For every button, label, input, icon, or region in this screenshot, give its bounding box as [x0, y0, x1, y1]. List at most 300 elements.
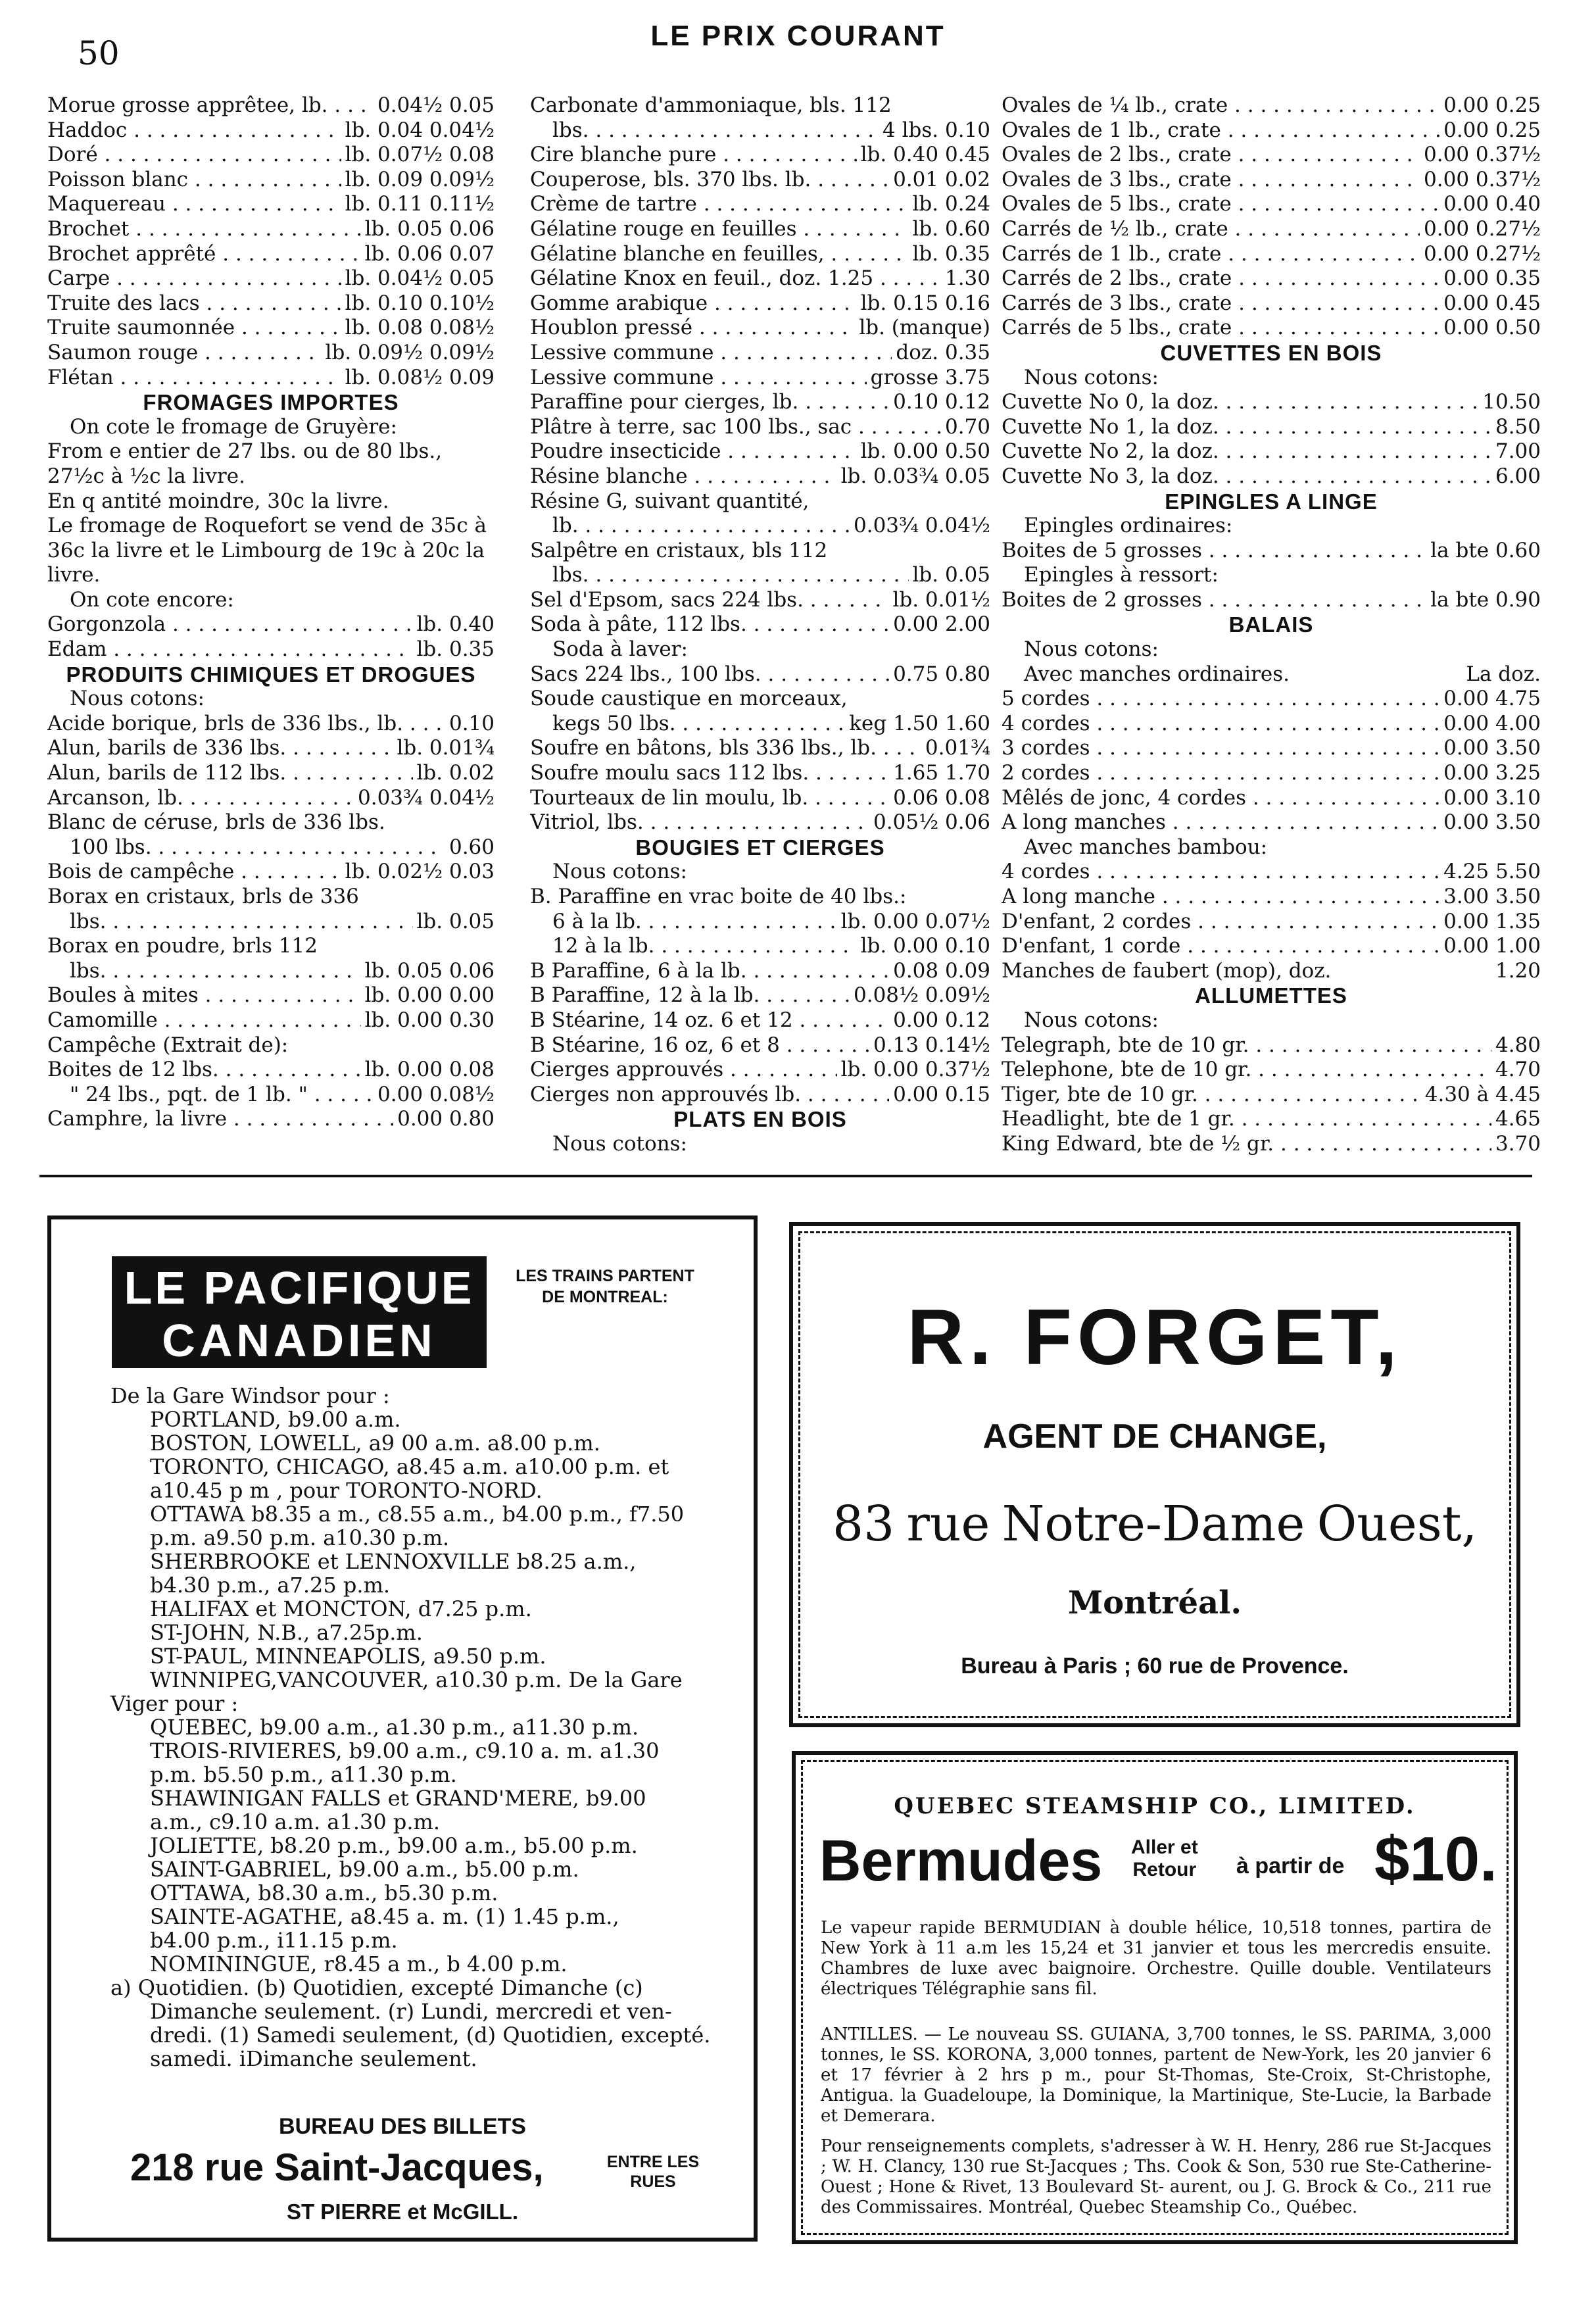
- price-item-label: Telegraph, bte de 10 gr. . . .: [1002, 1033, 1491, 1058]
- section-note: Epingles ordinaires:: [1024, 514, 1233, 538]
- price-item-value: lb. 0.00 0.08: [364, 1058, 495, 1082]
- price-item-value: lb. 0.05 0.06: [364, 958, 495, 983]
- timetable-line: WINNIPEG,VANCOUVER, a10.30 p.m. De la Gare: [150, 1667, 683, 1692]
- price-item-label: Soufre moulu sacs 112 lbs. . . .: [530, 761, 889, 786]
- price-item-value: la bte 0.60: [1430, 538, 1541, 562]
- price-item-label: Cire blanche pure . . .: [530, 143, 857, 168]
- price-item-label: Brochet . . .: [47, 217, 361, 242]
- price-item-label: Carrés de 2 lbs., crate . . .: [1002, 266, 1439, 291]
- price-row: [530, 637, 990, 662]
- section-divider: [39, 1175, 1532, 1177]
- price-row: [47, 217, 495, 242]
- price-item-value: doz. 0.35: [896, 340, 990, 364]
- price-item-label: Paraffine pour cierges, lb. . . .: [530, 390, 889, 415]
- price-item-label: Cierges non approuvés lb. . . .: [530, 1083, 889, 1108]
- price-row: [1002, 439, 1541, 464]
- price-item-value: 0.06 0.08: [893, 785, 990, 810]
- section-heading: BOUGIES ET CIERGES: [635, 835, 885, 860]
- price-item-value: lb. 0.10 0.10½: [345, 291, 495, 315]
- price-item-value: 1.65 1.70: [893, 761, 990, 785]
- timetable-line: JOLIETTE, b8.20 p.m., b9.00 a.m., b5.00 p.m.: [150, 1833, 638, 1858]
- qs-paragraph-antilles: ANTILLES. — Le nouveau SS. GUIANA, 3,700 tonnes, le SS. PARIMA, 3,000 tonnes, le SS. KORONA, 3,000 tonnes, partent de New-York, les 20 janvier 6 et 17 février à 2 hrs p m., pour St-Thomas, Ste-Croix, St-Christophe, Antigua. la Guadeloupe, la Dominique, la Martinique, Ste-Lucie, la Barbade et Demerara.: [821, 2025, 1491, 2126]
- price-item-label: Couperose, bls. 370 lbs. lb. . . .: [530, 168, 889, 193]
- price-row: [530, 910, 990, 935]
- price-item-value: 4 lbs. 0.10: [883, 118, 990, 142]
- price-row: [47, 341, 495, 366]
- forget-addr-rue: rue: [906, 1496, 990, 1552]
- price-item-label: Carbonate d'ammoniaque, bls. 112: [530, 93, 892, 117]
- price-row: [530, 761, 990, 786]
- price-item-label: Salpêtre en cristaux, bls 112: [530, 538, 828, 562]
- price-item-label: Campêche (Extrait de):: [47, 1033, 289, 1057]
- price-item-value: 0.00 0.37½: [1424, 143, 1541, 167]
- price-item-label: Sel d'Epsom, sacs 224 lbs. . . .: [530, 588, 888, 613]
- price-item-label: Boules à mites . . .: [47, 983, 361, 1008]
- price-item-value: 0.00 0.35: [1443, 266, 1541, 291]
- price-row: [530, 934, 990, 959]
- section-note: Avec manches bambou:: [1024, 835, 1268, 859]
- section-heading: BALAIS: [1228, 612, 1314, 637]
- price-row: [47, 860, 495, 885]
- timetable-line: dredi. (1) Samedi seulement, (d) Quotidien, excepté.: [150, 2023, 711, 2048]
- price-item-value: lb. 0.07½ 0.08: [345, 143, 495, 167]
- price-item-label: Cuvette No 3, la doz. . . .: [1002, 464, 1491, 489]
- price-item-label: 2 cordes . . .: [1002, 761, 1439, 786]
- price-item-label: Camphre, la livre . . .: [47, 1107, 393, 1132]
- price-item-label: Lessive commune . . .: [530, 366, 867, 391]
- price-item-value: 0.00 0.25: [1443, 118, 1541, 142]
- price-row: [530, 439, 990, 464]
- price-item-value: lb. 0.15 0.16: [860, 291, 990, 315]
- section-note: Nous cotons:: [1024, 365, 1159, 389]
- price-row: [530, 316, 990, 341]
- price-item-value: 0.00 1.35: [1443, 909, 1541, 933]
- price-item-label: Avec manches ordinaires.: [1024, 662, 1290, 686]
- price-item-label: D'enfant, 1 corde . . .: [1002, 934, 1439, 959]
- price-item-value: lb. 0.09 0.09½: [345, 167, 495, 191]
- price-item-value: 0.00 0.08½: [377, 1082, 495, 1106]
- price-item-value: 0.00 0.50: [1443, 316, 1541, 340]
- timetable-line: a.m., c9.10 a.m. a1.30 p.m.: [150, 1809, 441, 1834]
- price-column-3: [1002, 93, 1541, 1157]
- section-note: On cote encore:: [70, 587, 234, 612]
- price-row: [1002, 217, 1541, 242]
- price-row: [530, 217, 990, 242]
- price-item-label: lb. . . .: [530, 514, 850, 539]
- price-row: [1002, 192, 1541, 217]
- price-row: [47, 736, 495, 761]
- price-item-value: lb. 0.05: [912, 563, 990, 587]
- price-item-label: B Stéarine, 14 oz. 6 et 12 . . .: [530, 1008, 889, 1033]
- price-item-value: 0.00 2.00: [893, 612, 990, 637]
- price-row: [1002, 588, 1541, 613]
- cp-logo-line1: LE PACIFIQUE: [124, 1262, 475, 1314]
- price-row: [1002, 934, 1541, 959]
- price-item-label: lbs. . . .: [530, 118, 879, 143]
- price-row: [530, 885, 990, 910]
- price-item-value: 0.01¾: [925, 736, 990, 760]
- price-row: [530, 143, 990, 168]
- price-row: [47, 835, 495, 860]
- price-item-value: 6.00: [1495, 464, 1541, 488]
- price-row: [530, 168, 990, 193]
- price-item-label: D'enfant, 2 cordes . . .: [1002, 910, 1439, 935]
- price-row: [47, 786, 495, 811]
- price-item-value: 0.10 0.12: [893, 390, 990, 414]
- price-row: [47, 637, 495, 662]
- running-head: LE PRIX COURANT: [650, 20, 946, 52]
- price-row: [47, 959, 495, 984]
- price-item-label: A long manche . . .: [1002, 885, 1439, 910]
- price-row: [47, 761, 495, 786]
- price-item-label: Cuvette No 1, la doz. . . .: [1002, 415, 1491, 440]
- price-item-label: lbs. . . .: [47, 959, 361, 984]
- price-row: [530, 1033, 990, 1058]
- price-item-value: 4.80: [1495, 1033, 1541, 1057]
- price-row: [530, 1058, 990, 1083]
- price-row: [530, 983, 990, 1008]
- timetable-line: OTTAWA b8.35 a m., c8.55 a.m., b4.00 p.m., f7.50: [150, 1502, 685, 1527]
- cp-logo: [112, 1256, 487, 1368]
- forget-address: [833, 1496, 1477, 1552]
- price-item-value: 0.75 0.80: [893, 662, 990, 686]
- price-row: [1002, 390, 1541, 415]
- price-item-label: B Paraffine, 12 à la lb. . . .: [530, 983, 850, 1008]
- price-row: [530, 539, 990, 564]
- price-item-label: Tiger, bte de 10 gr. . . .: [1002, 1083, 1421, 1108]
- cp-entre-label: ENTRE LES RUES: [606, 2153, 700, 2191]
- price-item-value: lb. 0.35: [912, 241, 990, 266]
- page-number: 50: [78, 34, 120, 72]
- price-item-value: 0.60: [448, 835, 495, 859]
- price-row: [47, 983, 495, 1008]
- price-item-label: Soufre en bâtons, bls 336 lbs., lb. . . .: [530, 736, 921, 761]
- price-item-value: 7.00: [1495, 439, 1541, 464]
- price-row: [47, 366, 495, 391]
- price-row: [1002, 266, 1541, 291]
- price-row: [47, 192, 495, 217]
- price-item-label: Plâtre à terre, sac 100 lbs., sac . . .: [530, 415, 941, 440]
- price-item-value: keg 1.50 1.60: [849, 711, 990, 735]
- price-item-label: King Edward, bte de ½ gr. . . .: [1002, 1132, 1491, 1157]
- price-item-value: 0.00 0.40: [1443, 192, 1541, 216]
- price-item-label: Soda à laver:: [552, 637, 688, 662]
- price-item-label: A long manches . . .: [1002, 810, 1439, 835]
- price-item-label: Sacs 224 lbs., 100 lbs. . . .: [530, 662, 889, 687]
- price-item-value: 0.03¾ 0.04½: [854, 514, 990, 538]
- price-item-label: Gomme arabique . . .: [530, 291, 857, 316]
- price-item-label: Saumon rouge . . .: [47, 341, 322, 366]
- price-item-value: lb. 0.40 0.45: [860, 143, 990, 167]
- price-item-label: Alun, barils de 336 lbs. . . .: [47, 736, 393, 761]
- price-row: [530, 341, 990, 366]
- price-row: [1002, 885, 1541, 910]
- price-item-value: 0.00 0.15: [893, 1082, 990, 1106]
- price-row: [1002, 959, 1541, 984]
- section-note: Epingles à ressort:: [1024, 563, 1219, 587]
- price-item-value: 1.20: [1495, 958, 1541, 983]
- timetable-line: SHERBROOKE et LENNOXVILLE b8.25 a.m.,: [150, 1549, 637, 1574]
- price-item-value: 0.05½ 0.06: [873, 810, 990, 835]
- price-item-label: Gélatine rouge en feuilles . . .: [530, 217, 909, 242]
- price-item-label: Carrés de 3 lbs., crate . . .: [1002, 291, 1439, 316]
- forget-addr-number: 83: [833, 1496, 895, 1552]
- price-row: [1002, 860, 1541, 885]
- price-row: [530, 712, 990, 737]
- price-item-value: lb. 0.02: [416, 761, 495, 785]
- price-item-label: Poudre insecticide . . .: [530, 439, 857, 464]
- price-item-label: Acide borique, brls de 336 lbs., lb. . . .: [47, 712, 445, 737]
- price-item-label: Soda à pâte, 112 lbs. . . .: [530, 612, 889, 637]
- price-item-value: 0.00 4.75: [1443, 687, 1541, 711]
- ad-pacifique-canadien: [47, 1215, 758, 2242]
- cp-address: 218 rue Saint-Jacques,: [130, 2146, 544, 2189]
- price-column-2: [530, 93, 990, 1157]
- price-item-label: Résine blanche . . .: [530, 464, 837, 489]
- qs-aller: Aller et: [1131, 1836, 1198, 1858]
- price-item-label: 5 cordes . . .: [1002, 687, 1439, 712]
- price-item-value: 0.00 0.80: [397, 1107, 495, 1131]
- price-row: [530, 612, 990, 637]
- timetable-line: samedi. iDimanche seulement.: [150, 2046, 477, 2071]
- price-item-value: lb. 0.00 0.37½: [840, 1058, 990, 1082]
- timetable-line: TORONTO, CHICAGO, a8.45 a.m. a10.00 p.m. et: [150, 1454, 669, 1479]
- price-item-value: 3.00 3.50: [1443, 885, 1541, 908]
- price-item-value: 0.00 3.10: [1443, 785, 1541, 810]
- paragraph: En q antité moindre, 30c la livre.: [47, 489, 389, 513]
- price-item-label: " 24 lbs., pqt. de 1 lb. " . . .: [47, 1083, 374, 1108]
- paragraph: Le fromage de Roquefort se vend de 35c à 36c la livre et le Limbourg de 19c à 20c la livre.: [47, 514, 487, 587]
- price-item-value: 0.00 3.50: [1443, 736, 1541, 760]
- section-heading: CUVETTES EN BOIS: [1160, 340, 1382, 365]
- price-item-value: lb. 0.40: [416, 612, 495, 637]
- price-item-label: 3 cordes . . .: [1002, 736, 1439, 761]
- price-item-label: Gorgonzola . . .: [47, 612, 413, 637]
- price-row: [47, 1058, 495, 1083]
- price-item-label: Cierges approuvés . . .: [530, 1058, 837, 1083]
- price-item-label: kegs 50 lbs. . . .: [530, 712, 845, 737]
- price-item-value: 1.30: [944, 266, 990, 291]
- price-item-value: 0.13 0.14½: [873, 1033, 990, 1057]
- price-item-label: Blanc de céruse, brls de 336 lbs.: [47, 810, 385, 835]
- price-item-value: lb. 0.08½ 0.09: [345, 365, 495, 389]
- forget-city: Montréal.: [1067, 1584, 1242, 1621]
- price-item-value: 0.08½ 0.09½: [854, 983, 990, 1008]
- price-item-value: lb. 0.05: [416, 909, 495, 933]
- price-item-label: Doré . . .: [47, 143, 341, 168]
- price-row: [1002, 539, 1541, 564]
- price-row: [530, 390, 990, 415]
- price-item-label: Truite saumonnée . . .: [47, 316, 341, 341]
- price-row: [47, 143, 495, 168]
- price-item-label: Gélatine Knox en feuil., doz. 1.25 . . .: [530, 266, 941, 291]
- qs-from: à partir de: [1236, 1854, 1345, 1878]
- price-row: [530, 291, 990, 316]
- price-item-label: Flétan . . .: [47, 366, 341, 391]
- timetable-line: a) Quotidien. (b) Quotidien, excepté Dimanche (c): [110, 1975, 643, 2000]
- price-item-value: la bte 0.90: [1430, 587, 1541, 612]
- price-row: [1002, 810, 1541, 835]
- timetable-line: SHAWINIGAN FALLS et GRAND'MERE, b9.00: [150, 1786, 646, 1811]
- price-row: [47, 1008, 495, 1033]
- price-row: [530, 93, 990, 118]
- price-row: [47, 291, 495, 316]
- price-item-label: Ovales de 1 lb., crate . . .: [1002, 118, 1439, 143]
- price-item-label: Morue grosse apprêtee, lb. . . .: [47, 93, 374, 118]
- timetable-line: BOSTON, LOWELL, a9 00 a.m. a8.00 p.m.: [150, 1431, 600, 1456]
- price-row: [47, 885, 495, 910]
- price-row: [47, 1107, 495, 1132]
- price-item-value: lb. 0.00 0.30: [364, 1008, 495, 1032]
- price-item-label: Borax en cristaux, brls de 336: [47, 885, 359, 908]
- price-row: [530, 687, 990, 712]
- price-row: [47, 316, 495, 341]
- price-item-label: Vitriol, lbs. . . .: [530, 810, 869, 835]
- price-item-label: Carrés de 1 lb., crate . . .: [1002, 242, 1420, 267]
- price-item-label: Boites de 5 grosses . . .: [1002, 539, 1426, 564]
- cp-bureau-label: BUREAU DES BILLETS: [279, 2114, 526, 2139]
- price-row: [530, 118, 990, 143]
- price-item-value: grosse 3.75: [870, 365, 990, 389]
- timetable-line: De la Gare Windsor pour :: [110, 1383, 390, 1408]
- price-item-value: 0.00 0.37½: [1424, 167, 1541, 191]
- price-item-label: Boites de 12 lbs. . . .: [47, 1058, 361, 1083]
- price-item-label: Cuvette No 2, la doz. . . .: [1002, 439, 1491, 464]
- price-row: [530, 1083, 990, 1108]
- section-heading: PLATS EN BOIS: [673, 1107, 847, 1132]
- price-item-value: 0.00 0.12: [893, 1008, 990, 1032]
- price-row: [1002, 316, 1541, 341]
- forget-agent: AGENT DE CHANGE,: [982, 1417, 1327, 1456]
- price-row: [1002, 118, 1541, 143]
- section-heading: ALLUMETTES: [1195, 983, 1347, 1008]
- price-row: [47, 1083, 495, 1108]
- price-row: [1002, 168, 1541, 193]
- price-row: [47, 242, 495, 267]
- price-item-label: B Paraffine, 6 à la lb. . . .: [530, 959, 889, 984]
- price-item-value: lb. 0.00 0.07½: [840, 909, 990, 933]
- price-item-label: lbs. . . .: [47, 910, 413, 935]
- price-row: [530, 366, 990, 391]
- forget-addr-street: Notre-Dame: [1002, 1496, 1305, 1552]
- timetable-line: SAINTE-AGATHE, a8.45 a. m. (1) 1.45 p.m.,: [150, 1904, 619, 1929]
- price-item-label: Houblon pressé . . .: [530, 316, 855, 341]
- price-item-value: 0.00 0.45: [1443, 291, 1541, 315]
- timetable-line: SAINT-GABRIEL, b9.00 a.m., b5.00 p.m.: [150, 1857, 579, 1882]
- timetable-line: b4.30 p.m., a7.25 p.m.: [150, 1573, 391, 1598]
- cp-logo-line2: CANADIEN: [162, 1315, 437, 1366]
- qs-paragraph-bermudian: Le vapeur rapide BERMUDIAN à double hélice, 10,518 tonnes, partira de New York à 11 a.m les 15,24 et 31 janvier et tous les mercredis ensuite. Chambres de luxe avec baignoire. Orchestre. Quille double. Ventilateurs électriques Télégraphie sans fil.: [821, 1918, 1491, 1999]
- price-item-value: 0.04½ 0.05: [377, 93, 495, 117]
- price-item-label: Telephone, bte de 10 gr. . . .: [1002, 1058, 1491, 1083]
- price-item-label: B. Paraffine en vrac boite de 40 lbs.:: [530, 885, 907, 908]
- price-row: [1002, 736, 1541, 761]
- timetable-line: Dimanche seulement. (r) Lundi, mercredi et ven-: [150, 1999, 672, 2024]
- timetable-line: PORTLAND, b9.00 a.m.: [150, 1407, 401, 1432]
- price-item-value: lb. 0.01½: [892, 587, 990, 612]
- section-heading: EPINGLES A LINGE: [1165, 489, 1378, 514]
- timetable-line: ST-PAUL, MINNEAPOLIS, a9.50 p.m.: [150, 1644, 546, 1669]
- price-item-label: Manches de faubert (mop), doz.: [1002, 958, 1332, 983]
- price-row: [47, 168, 495, 193]
- price-row: [1002, 1058, 1541, 1083]
- price-item-value: 0.08 0.09: [893, 958, 990, 983]
- timetable-line: ST-JOHN, N.B., a7.25p.m.: [150, 1620, 423, 1645]
- price-row: [530, 514, 990, 539]
- timetable-line: a10.45 p m , pour TORONTO-NORD.: [150, 1478, 543, 1503]
- price-row: [47, 910, 495, 935]
- section-note: Nous cotons:: [552, 1131, 687, 1156]
- price-item-label: Tourteaux de lin moulu, lb. . . .: [530, 786, 889, 811]
- price-row: [530, 489, 990, 514]
- price-row: [530, 810, 990, 835]
- price-item-label: Camomille . . .: [47, 1008, 361, 1033]
- price-row: [1002, 1132, 1541, 1157]
- price-row: [530, 588, 990, 613]
- price-item-label: Headlight, bte de 1 gr. . . .: [1002, 1107, 1491, 1132]
- section-heading: FROMAGES IMPORTES: [143, 390, 399, 415]
- price-item-label: B Stéarine, 16 oz, 6 et 8 . . .: [530, 1033, 869, 1058]
- price-item-label: Lessive commune . . .: [530, 341, 892, 366]
- qs-company: QUEBEC STEAMSHIP CO., LIMITED.: [894, 1793, 1416, 1819]
- price-item-label: lbs. . . .: [530, 563, 909, 588]
- section-note: Nous cotons:: [552, 860, 687, 884]
- timetable-line: OTTAWA, b8.30 a.m., b5.30 p.m.: [150, 1880, 498, 1905]
- price-item-value: lb. 0.05 0.06: [364, 216, 495, 241]
- price-row: [47, 1033, 495, 1058]
- price-item-label: Carrés de ½ lb., crate . . .: [1002, 217, 1420, 242]
- price-item-label: Soude caustique en morceaux,: [530, 687, 848, 711]
- price-item-value: 0.01 0.02: [893, 167, 990, 191]
- cp-timetable: [110, 1384, 755, 2071]
- section-note: Nous cotons:: [70, 687, 205, 711]
- price-row: [1002, 761, 1541, 786]
- price-row: [47, 612, 495, 637]
- qs-paragraph-info: Pour renseignements complets, s'adresser à W. H. Henry, 286 rue St-Jacques ; W. H. Clancy, 130 rue St-Jacques ; Ths. Cook & Son, 530 rue Ste-Catherine-Ouest ; Hone & Rivet, 13 Boulevard St- aurent, ou J. G. Brock & Co., 211 rue des Commissaires. Montréal, Quebec Steamship Co., Québec.: [821, 2136, 1491, 2217]
- price-item-value: 0.00 1.00: [1443, 934, 1541, 958]
- price-item-value: 0.00 0.27½: [1424, 216, 1541, 241]
- price-item-label: Haddoc . . .: [47, 118, 341, 143]
- section-note: Nous cotons:: [1024, 1008, 1159, 1032]
- timetable-line: p.m. b5.50 p.m., a11.30 p.m.: [150, 1762, 457, 1787]
- price-item-value: lb. 0.00 0.10: [860, 934, 990, 958]
- timetable-line: Viger pour :: [110, 1691, 239, 1716]
- cp-streets: ST PIERRE et McGILL.: [286, 2199, 519, 2224]
- qs-price: $10.: [1374, 1824, 1497, 1894]
- qs-aller-retour: [1131, 1836, 1198, 1881]
- price-item-label: Brochet apprêté . . .: [47, 242, 361, 267]
- price-row: [530, 786, 990, 811]
- price-item-value: lb. 0.00 0.50: [860, 439, 990, 464]
- price-item-value: lb. 0.01¾: [397, 736, 495, 760]
- ad-quebec-steamship: [792, 1751, 1518, 2244]
- price-item-value: lb. 0.60: [912, 216, 990, 241]
- timetable-line: TROIS-RIVIERES, b9.00 a.m., c9.10 a. m. a1.30: [150, 1738, 660, 1763]
- timetable-line: QUEBEC, b9.00 a.m., a1.30 p.m., a11.30 p.m.: [150, 1715, 639, 1740]
- price-item-value: 0.00 3.50: [1443, 810, 1541, 835]
- price-item-label: 4 cordes . . .: [1002, 860, 1439, 885]
- price-item-label: 100 lbs. . . .: [47, 835, 445, 860]
- price-row: [47, 118, 495, 143]
- price-item-value: lb. 0.24: [912, 192, 990, 216]
- price-row: [1002, 712, 1541, 737]
- price-item-label: Carrés de 5 lbs., crate . . .: [1002, 316, 1439, 341]
- price-item-label: Borax en poudre, brls 112: [47, 934, 318, 958]
- qs-destination: Bermudes: [819, 1828, 1103, 1893]
- price-item-value: lb. 0.35: [416, 637, 495, 662]
- price-item-label: 4 cordes . . .: [1002, 712, 1439, 737]
- timetable-line: p.m. a9.50 p.m. a10.30 p.m.: [150, 1525, 450, 1550]
